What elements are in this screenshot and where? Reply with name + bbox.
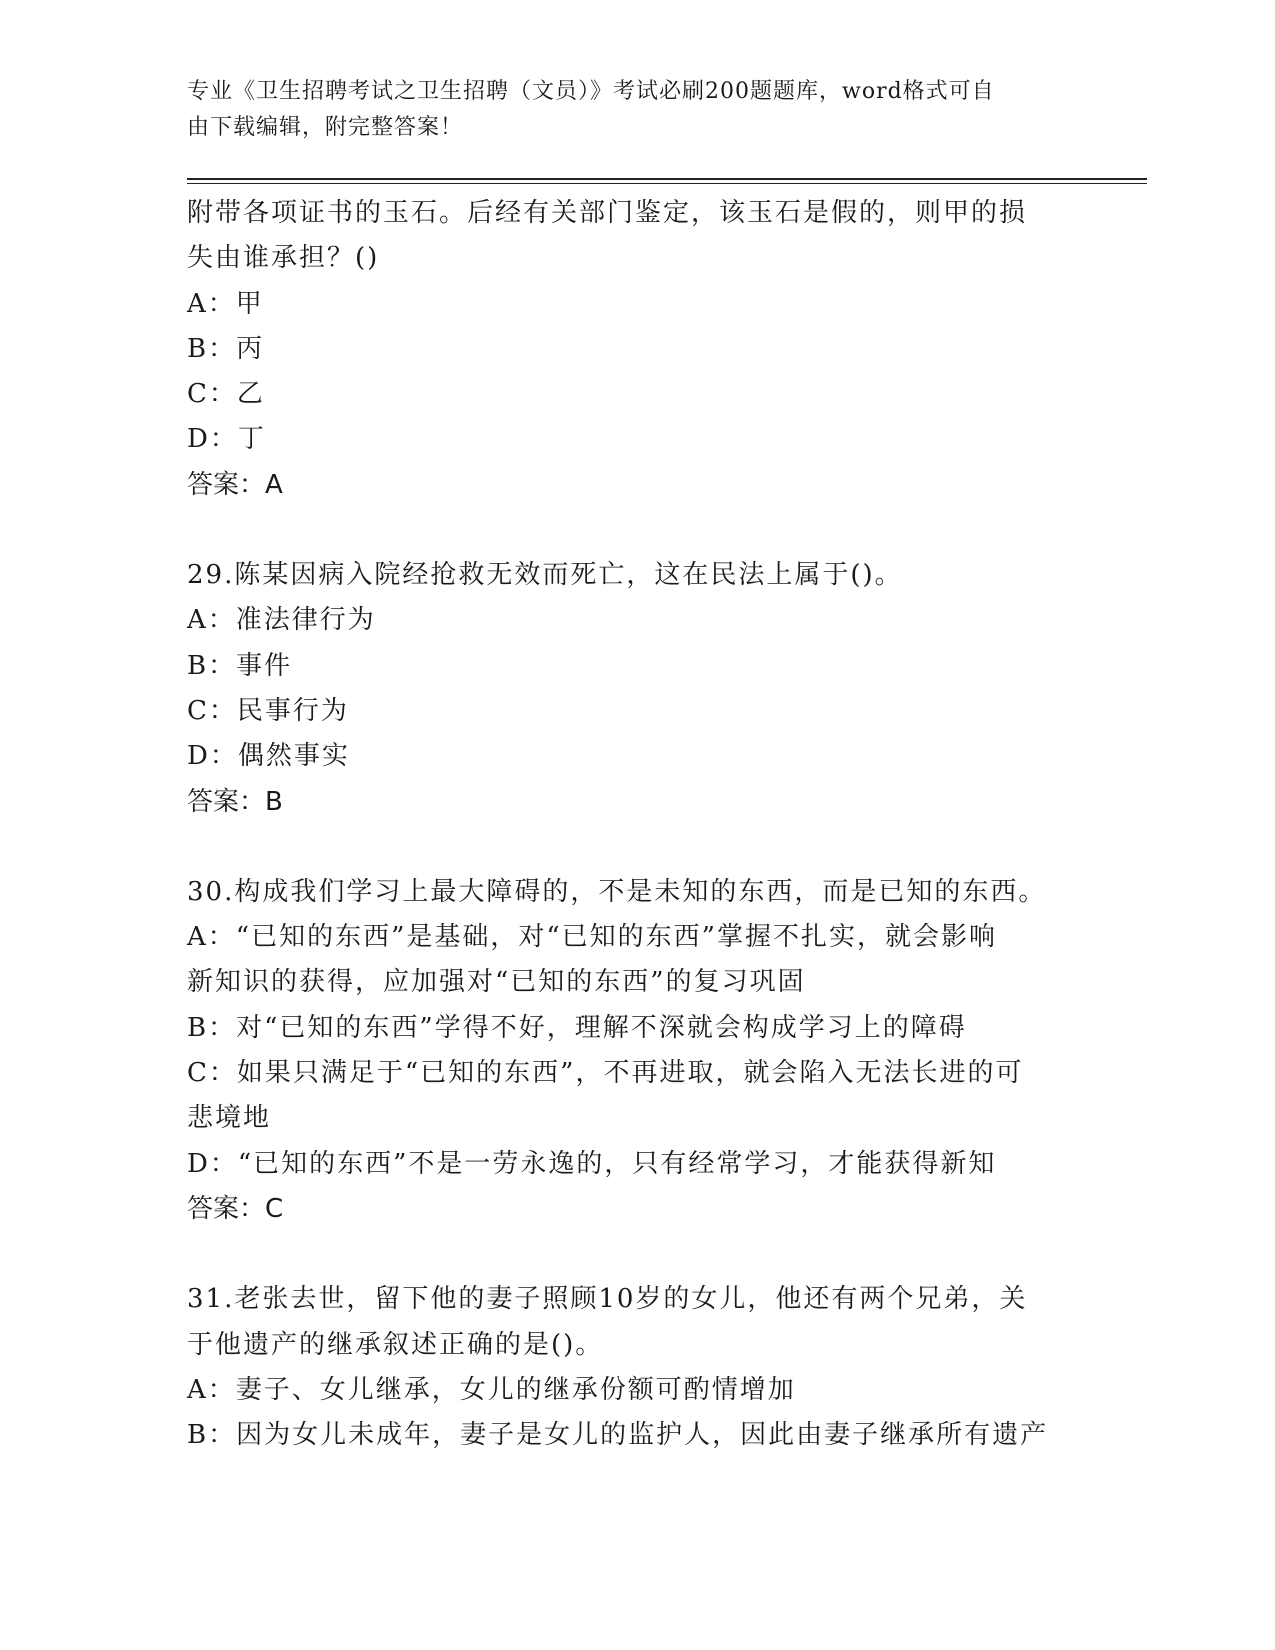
question-stem: 于他遗产的继承叙述正确的是()。 (187, 1329, 604, 1360)
question-30 (187, 870, 1087, 1232)
question-29 (187, 553, 1087, 825)
question-28 (187, 191, 1087, 508)
question-stem: 附带各项证书的玉石。后经有关部门鉴定，该玉石是假的，则甲的损 (187, 198, 1028, 228)
document-header (187, 74, 1077, 146)
option-b: B：事件 (187, 650, 293, 681)
option-a: A：“已知的东西”是基础，对“已知的东西”掌握不扎实，就会影响 (187, 922, 997, 953)
question-stem: 29.陈某因病入院经抢救无效而死亡，这在民法上属于()。 (187, 560, 903, 591)
option-a-continued: 新知识的获得，应加强对“已知的东西”的复习巩固 (187, 967, 806, 998)
option-c: C：乙 (187, 379, 265, 410)
answer-label: 答案：A (187, 469, 283, 500)
option-a: A：甲 (187, 288, 264, 319)
header-divider-thin (187, 183, 1147, 184)
option-c: C：民事行为 (187, 695, 349, 726)
answer-label: 答案：C (187, 1193, 284, 1224)
header-line-1: 专业《卫生招聘考试之卫生招聘（文员）》考试必刷200题题库，word格式可自 (187, 79, 995, 104)
option-c: C：如果只满足于“已知的东西”，不再进取，就会陷入无法长进的可 (187, 1058, 1024, 1089)
question-stem: 30.构成我们学习上最大障碍的，不是未知的东西，而是已知的东西。 (187, 876, 1047, 907)
option-a: A：准法律行为 (187, 605, 376, 636)
question-stem: 31.老张去世，留下他的妻子照顾10岁的女儿，他还有两个兄弟，关 (187, 1284, 1028, 1315)
question-31 (187, 1277, 1087, 1458)
option-d: D：“已知的东西”不是一劳永逸的，只有经常学习，才能获得新知 (187, 1148, 997, 1179)
header-divider (187, 178, 1147, 180)
header-line-2: 由下载编辑，附完整答案！ (187, 115, 464, 140)
option-b: B：对“已知的东西”学得不好，理解不深就会构成学习上的障碍 (187, 1012, 967, 1043)
option-a: A：妻子、女儿继承，女儿的继承份额可酌情增加 (187, 1374, 796, 1405)
option-b: B：丙 (187, 333, 265, 364)
answer-label: 答案：B (187, 786, 283, 817)
question-list (187, 191, 1087, 1458)
question-stem: 失由谁承担？() (187, 243, 380, 274)
option-b: B：因为女儿未成年，妻子是女儿的监护人，因此由妻子继承所有遗产 (187, 1420, 1049, 1451)
option-c-continued: 悲境地 (187, 1103, 272, 1134)
option-d: D：丁 (187, 424, 266, 455)
option-d: D：偶然事实 (187, 741, 350, 772)
